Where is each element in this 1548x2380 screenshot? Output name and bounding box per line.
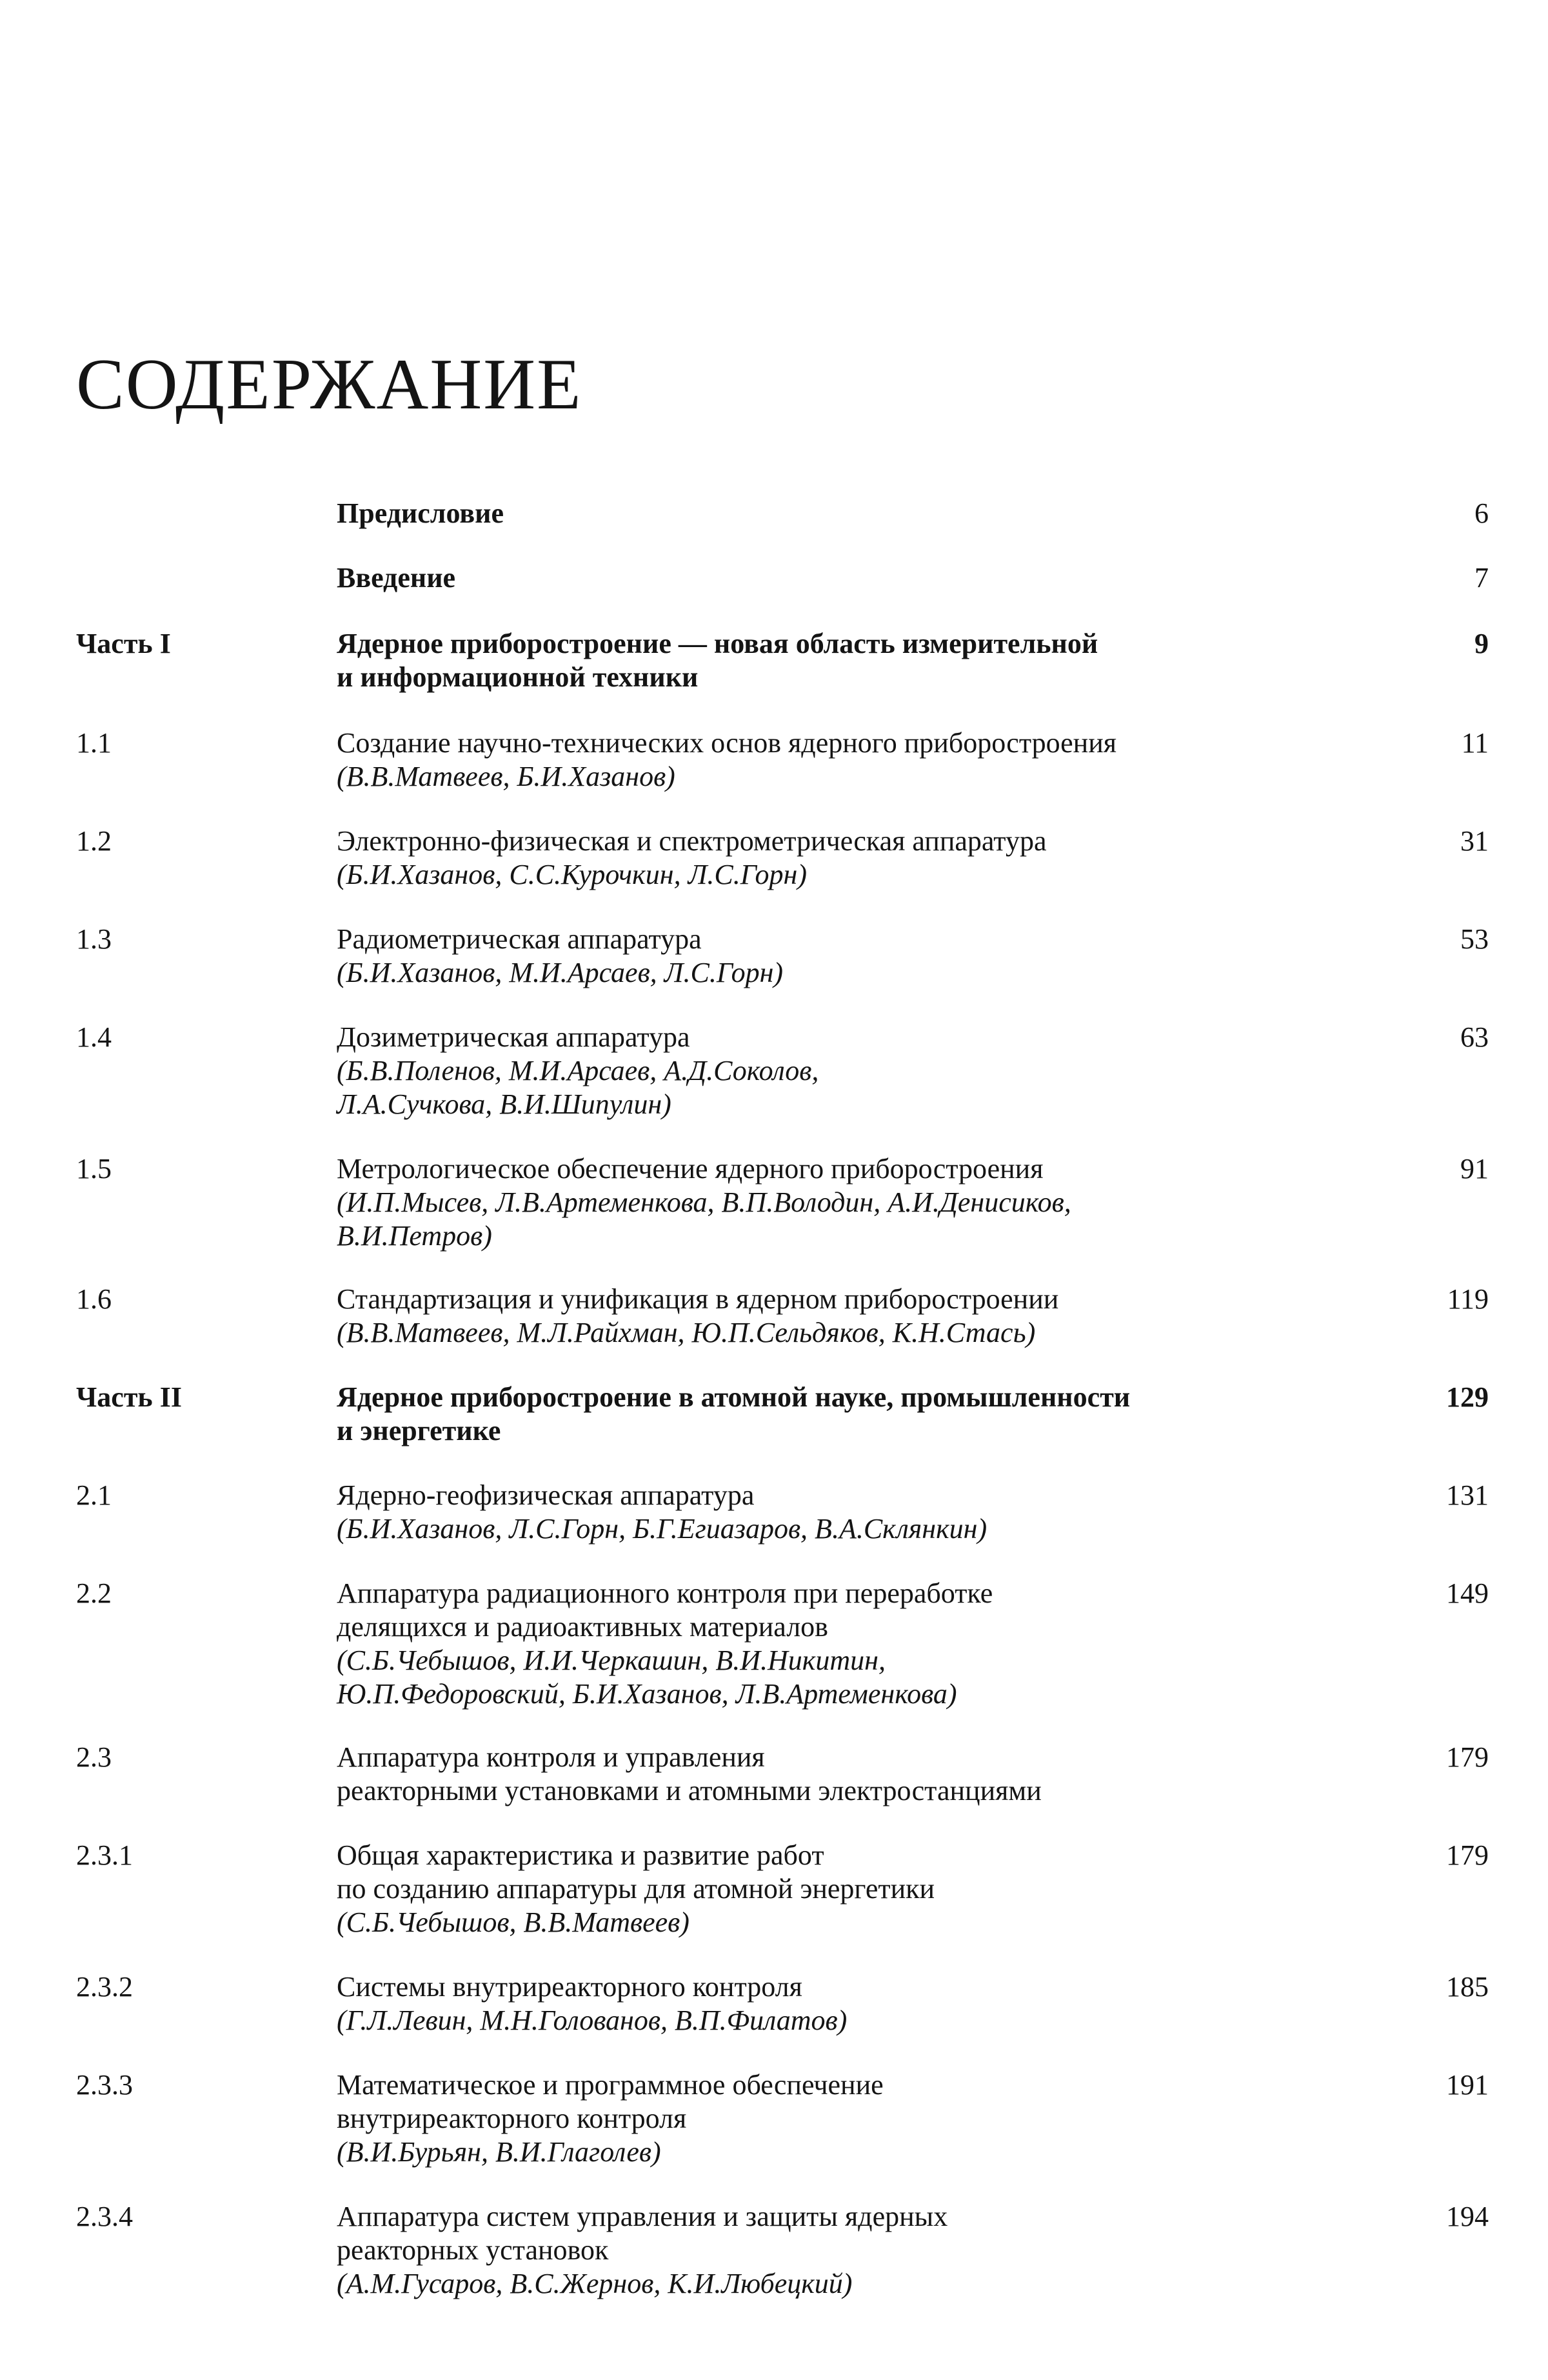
entry-body — [337, 1970, 1369, 2037]
entry-number: 2.3.1 — [76, 1839, 133, 1871]
entry-body — [337, 2200, 1369, 2301]
entry-number: Часть II — [76, 1381, 182, 1413]
entry-title: Аппаратура контроля и управления реакторными установками и атомными электростанциями — [337, 1741, 1042, 1806]
entry-authors: (Б.И.Хазанов, М.И.Арсаев, Л.С.Горн) — [337, 957, 784, 988]
entry-page-number: 6 — [1474, 497, 1489, 529]
entry-title: Аппаратура систем управления и защиты ядерных реакторных установок — [337, 2201, 948, 2266]
entry-page-number: 9 — [1474, 628, 1489, 659]
entry-title: Системы внутриреакторного контроля — [337, 1971, 802, 2003]
entry-authors: (И.П.Мысев, Л.В.Артеменкова, В.П.Володин, А.И.Денисиков, В.И.Петров) — [337, 1186, 1071, 1252]
entry-authors: (В.В.Матвеев, Б.И.Хазанов) — [337, 761, 675, 792]
entry-number: 2.2 — [76, 1577, 112, 1609]
entry-title: Аппаратура радиационного контроля при переработке делящихся и радиоактивных материалов — [337, 1577, 993, 1643]
entry-body — [337, 1381, 1369, 1448]
entry-page-number: 185 — [1446, 1971, 1489, 2003]
entry-page-number: 131 — [1446, 1479, 1489, 1511]
entry-body — [337, 1839, 1369, 1939]
entry-authors: (С.Б.Чебышов, В.В.Матвеев) — [337, 1906, 690, 1938]
entry-page-number: 91 — [1460, 1153, 1489, 1185]
entry-body — [337, 1152, 1369, 1253]
entry-page-number: 63 — [1460, 1021, 1489, 1053]
entry-number: 1.5 — [76, 1153, 112, 1185]
entry-title: Ядерное приборостроение в атомной науке, промышленности и энергетике — [337, 1381, 1131, 1446]
entry-number: 1.3 — [76, 923, 112, 955]
entry-number: 1.6 — [76, 1283, 112, 1315]
entry-number: 2.3.4 — [76, 2201, 133, 2232]
entry-title: Общая характеристика и развитие работ по созданию аппаратуры для атомной энергетики — [337, 1839, 935, 1905]
entry-title: Радиометрическая аппаратура — [337, 923, 702, 955]
entry-title: Электронно-физическая и спектрометрическая аппаратура — [337, 825, 1047, 857]
entry-number: 2.3 — [76, 1741, 112, 1773]
entry-authors: (Г.Л.Левин, М.Н.Голованов, В.П.Филатов) — [337, 2005, 848, 2036]
entry-body — [337, 1283, 1369, 1350]
entry-title: Математическое и программное обеспечение внутриреакторного контроля — [337, 2069, 884, 2134]
entry-body — [337, 627, 1369, 694]
entry-page-number: 149 — [1446, 1577, 1489, 1609]
entry-authors: (Б.В.Поленов, М.И.Арсаев, А.Д.Соколов, Л.А.Сучкова, В.И.Шипулин) — [337, 1055, 819, 1120]
entry-page-number: 119 — [1447, 1283, 1489, 1315]
entry-authors: (Б.И.Хазанов, С.С.Курочкин, Л.С.Горн) — [337, 859, 807, 890]
entry-page-number: 53 — [1460, 923, 1489, 955]
entry-title: Стандартизация и унификация в ядерном приборостроении — [337, 1283, 1059, 1315]
entry-page-number: 194 — [1446, 2201, 1489, 2232]
entry-page-number: 129 — [1446, 1381, 1489, 1413]
entry-title: Ядерное приборостроение — новая область измерительной и информационной техники — [337, 628, 1098, 693]
entry-title: Метрологическое обеспечение ядерного приборостроения — [337, 1153, 1044, 1185]
entry-authors: (В.В.Матвеев, М.Л.Райхман, Ю.П.Сельдяков, К.Н.Стась) — [337, 1317, 1036, 1348]
entry-body — [337, 561, 1369, 595]
entry-body — [337, 1741, 1369, 1808]
entry-authors: (А.М.Гусаров, В.С.Жернов, К.И.Любецкий) — [337, 2268, 853, 2299]
entry-body — [337, 1021, 1369, 1121]
entry-body — [337, 1577, 1369, 1711]
entry-body — [337, 726, 1369, 794]
entry-page-number: 179 — [1446, 1741, 1489, 1773]
entry-page-number: 191 — [1446, 2069, 1489, 2101]
entry-body — [337, 825, 1369, 892]
entry-number: Часть I — [76, 628, 171, 659]
entry-number: 1.4 — [76, 1021, 112, 1053]
entry-number: 2.3.3 — [76, 2069, 133, 2101]
entry-authors: (Б.И.Хазанов, Л.С.Горн, Б.Г.Егиазаров, В.А.Склянкин) — [337, 1513, 987, 1545]
entry-page-number: 179 — [1446, 1839, 1489, 1871]
entry-title: Дозиметрическая аппаратура — [337, 1021, 690, 1053]
entry-number: 1.2 — [76, 825, 112, 857]
entry-body — [337, 923, 1369, 990]
entry-number: 1.1 — [76, 727, 112, 759]
entry-authors: (В.И.Бурьян, В.И.Глаголев) — [337, 2136, 661, 2168]
entry-page-number: 7 — [1474, 562, 1489, 594]
entry-page-number: 11 — [1461, 727, 1489, 759]
entry-title: Ядерно-геофизическая аппаратура — [337, 1479, 755, 1511]
entry-number: 2.1 — [76, 1479, 112, 1511]
entry-title: Введение — [337, 562, 456, 594]
page-title: СОДЕРЖАНИЕ — [76, 345, 582, 425]
entry-body — [337, 1479, 1369, 1546]
entry-title: Предисловие — [337, 497, 504, 529]
entry-title: Создание научно-технических основ ядерного приборостроения — [337, 727, 1116, 759]
entry-authors: (С.Б.Чебышов, И.И.Черкашин, В.И.Никитин, Ю.П.Федоровский, Б.И.Хазанов, Л.В.Артеменкова) — [337, 1645, 957, 1710]
entry-number: 2.3.2 — [76, 1971, 133, 2003]
entry-body — [337, 497, 1369, 530]
entry-body — [337, 2068, 1369, 2169]
entry-page-number: 31 — [1460, 825, 1489, 857]
